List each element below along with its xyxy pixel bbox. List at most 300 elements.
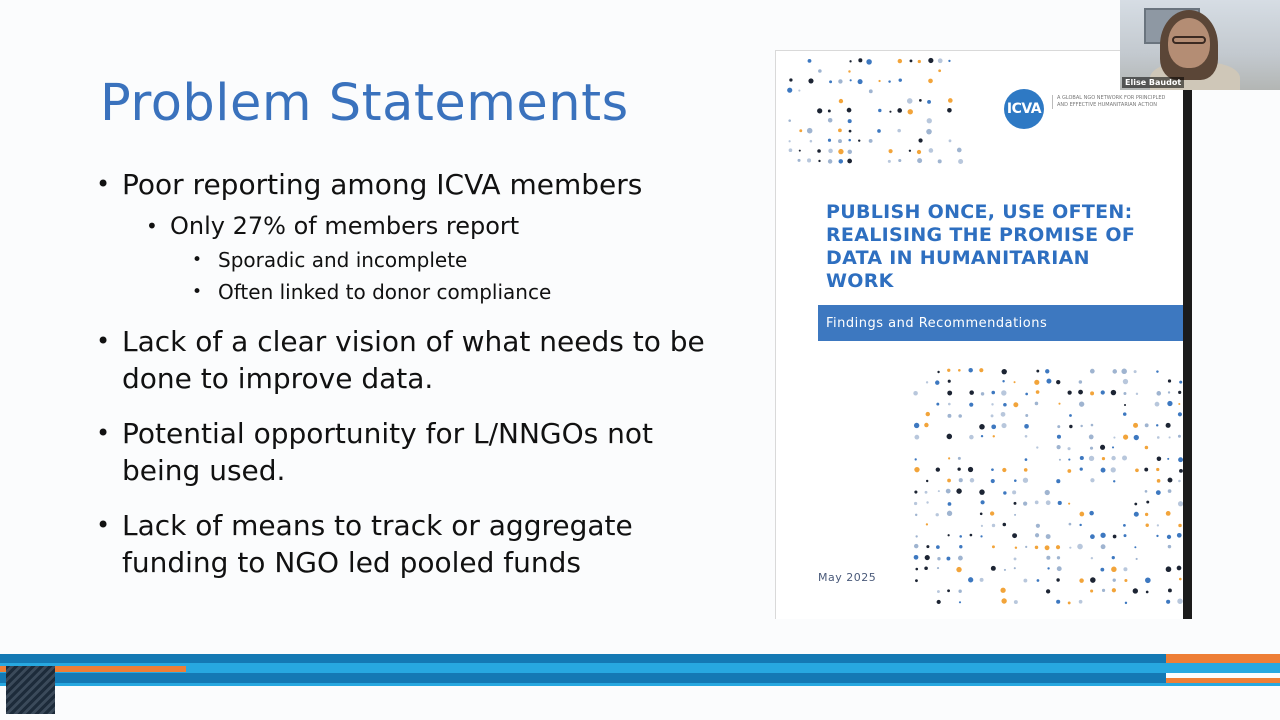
cover-dot: [1090, 478, 1094, 482]
cover-dot: [1157, 524, 1159, 526]
cover-dot: [1145, 490, 1148, 493]
report-title: PUBLISH ONCE, USE OFTEN: REALISING THE PROMISE OF DATA IN HUMANITARIAN WORK: [826, 201, 1136, 292]
cover-dot: [1077, 544, 1083, 550]
cover-dot: [936, 513, 939, 516]
cover-dot: [948, 403, 951, 406]
cover-dot: [1156, 490, 1161, 495]
cover-dot: [1079, 380, 1082, 383]
cover-dot: [1059, 459, 1061, 461]
cover-dot: [1023, 579, 1027, 583]
cover-dot: [1090, 577, 1096, 583]
cover-dot: [1045, 490, 1050, 495]
cover-dot: [1069, 414, 1072, 417]
cover-dot: [958, 556, 963, 561]
cover-dot: [1047, 567, 1049, 569]
cover-dot: [993, 435, 995, 437]
cover-dot: [1001, 423, 1006, 428]
cover-dot: [1101, 390, 1105, 394]
cover-dot: [1166, 600, 1170, 604]
cover-dot: [918, 138, 922, 142]
cover-dot: [948, 502, 952, 506]
cover-dot: [957, 148, 962, 153]
cover-dot: [807, 158, 811, 162]
cover-dot: [969, 435, 974, 440]
cover-dot: [1112, 369, 1117, 374]
cover-dot: [829, 80, 832, 83]
cover-dot: [937, 590, 940, 593]
footer-bar-cyan-bottom: [0, 683, 1280, 686]
cover-dot: [1168, 589, 1172, 593]
cover-dot: [848, 119, 852, 123]
cover-dot: [937, 371, 939, 373]
cover-dot: [1056, 380, 1060, 384]
cover-dot: [1155, 402, 1160, 407]
cover-dot: [957, 467, 960, 470]
cover-dot: [1178, 480, 1181, 483]
cover-dot: [959, 601, 961, 603]
cover-dot: [1046, 379, 1051, 384]
cover-dot: [818, 69, 822, 73]
cover-dot: [1124, 534, 1127, 537]
cover-dot: [1014, 514, 1016, 516]
cover-dot: [1156, 424, 1158, 426]
cover-dot: [1046, 589, 1050, 593]
cover-dot: [869, 139, 873, 143]
cover-dot: [808, 59, 812, 63]
cover-dot: [947, 108, 952, 113]
cover-dot: [897, 108, 902, 113]
cover-dot: [1069, 425, 1072, 428]
report-subtitle-band: Findings and Recommendations: [818, 305, 1192, 341]
cover-dot: [1056, 578, 1059, 581]
cover-dot: [789, 140, 791, 142]
cover-dot: [947, 391, 952, 396]
cover-dot: [828, 149, 833, 154]
cover-dot: [1056, 479, 1060, 483]
cover-dot: [1146, 524, 1149, 527]
cover-dot: [958, 369, 961, 372]
cover-dot: [947, 511, 952, 516]
cover-dot: [1111, 456, 1115, 460]
cover-dot: [1036, 524, 1040, 528]
cover-dot: [914, 467, 919, 472]
cover-dot: [981, 435, 983, 437]
cover-dot: [991, 414, 994, 417]
cover-dot: [958, 457, 961, 460]
cover-dot: [1134, 435, 1139, 440]
cover-dot: [1124, 579, 1127, 582]
cover-dot: [888, 160, 891, 163]
cover-dot: [1058, 501, 1062, 505]
bullet-clear-vision: • Lack of a clear vision of what needs to be done to improve data.: [96, 323, 736, 397]
cover-dot: [1112, 556, 1115, 559]
cover-dot: [1167, 401, 1172, 406]
cover-dot: [838, 149, 843, 154]
cover-dot: [1090, 589, 1093, 592]
cover-dot: [1100, 533, 1105, 538]
sub-bullet-members-report: • Only 27% of members report: [146, 211, 736, 241]
cover-dot: [1036, 446, 1038, 448]
cover-dot: [928, 79, 933, 84]
cover-dot: [1057, 566, 1062, 571]
cover-dot: [878, 109, 881, 112]
cover-dot: [948, 98, 953, 103]
cover-dot: [1136, 558, 1138, 560]
cover-dot: [1012, 533, 1017, 538]
cover-dot: [1002, 468, 1006, 472]
cover-dot: [992, 545, 995, 548]
cover-dot: [1134, 546, 1136, 548]
cover-dot: [947, 434, 953, 440]
cover-dot: [970, 478, 975, 483]
cover-dot: [914, 555, 919, 560]
cover-dot: [991, 391, 995, 395]
cover-dot: [991, 479, 995, 483]
cover-dot: [1069, 523, 1072, 526]
cover-dot: [959, 535, 962, 538]
cover-dot: [1068, 503, 1070, 505]
cover-dot: [925, 491, 928, 494]
cover-dot: [1003, 523, 1007, 527]
cover-dot: [1123, 434, 1128, 439]
cover-dot: [1090, 391, 1094, 395]
cover-dot: [968, 368, 972, 372]
cover-dot: [958, 159, 963, 164]
cover-dot: [968, 577, 973, 582]
cover-dot: [1089, 456, 1094, 461]
cover-dot: [1067, 469, 1071, 473]
cover-dot: [1178, 403, 1180, 405]
cover-dot: [1080, 456, 1084, 460]
cover-dot: [936, 545, 940, 549]
cover-dot: [1057, 435, 1061, 439]
cover-dot: [938, 69, 941, 72]
cover-dot: [915, 535, 917, 537]
cover-dot: [1014, 502, 1017, 505]
cover-dot: [1125, 602, 1127, 604]
cover-dot: [908, 109, 913, 114]
cover-dot: [848, 139, 851, 142]
cover-dot: [1167, 458, 1169, 460]
cover-dot: [838, 139, 842, 143]
cover-dot: [897, 129, 901, 133]
cover-dot: [1111, 567, 1116, 572]
cover-dot: [1056, 545, 1060, 549]
cover-dot: [1069, 547, 1071, 549]
cover-dot: [907, 98, 913, 104]
cover-dot: [1178, 435, 1181, 438]
cover-dot: [1000, 588, 1005, 593]
report-cover-image: [775, 50, 1192, 619]
cover-dot: [858, 58, 862, 62]
cover-dot: [1068, 390, 1072, 394]
cover-dot: [1156, 468, 1159, 471]
cover-dot: [799, 129, 802, 132]
cover-dot: [981, 525, 983, 527]
cover-dot: [958, 414, 962, 418]
cover-dot: [980, 535, 982, 537]
cover-dot: [1056, 600, 1060, 604]
cover-dot: [914, 502, 917, 505]
cover-dot: [991, 403, 993, 405]
cover-dot: [1090, 447, 1093, 450]
cover-dot: [1080, 425, 1082, 427]
cover-dot: [1090, 369, 1095, 374]
cover-dot: [1091, 424, 1094, 427]
cover-dot: [1168, 391, 1170, 393]
cover-dot: [817, 149, 821, 153]
cover-dot: [946, 557, 950, 561]
cover-dot: [910, 59, 913, 62]
cover-dot: [1035, 402, 1039, 406]
footer-bar-orange-right: [1166, 654, 1280, 663]
cover-dot: [828, 139, 831, 142]
cover-dot: [889, 149, 893, 153]
cover-dot: [899, 78, 902, 81]
cover-dot: [948, 457, 950, 459]
cover-dot: [847, 108, 852, 113]
cover-dot: [959, 478, 963, 482]
cover-dot: [935, 380, 939, 384]
bullet-poor-reporting: • Poor reporting among ICVA members: [96, 166, 736, 203]
cover-dot: [1123, 392, 1126, 395]
cover-dot: [1003, 403, 1007, 407]
cover-dot: [992, 524, 995, 527]
cover-dot: [1166, 511, 1171, 516]
sub-sub-bullet-donor-compliance: • Often linked to donor compliance: [192, 279, 736, 305]
cover-dot: [1113, 437, 1115, 439]
cover-dot: [1012, 490, 1016, 494]
cover-dot: [990, 511, 994, 515]
icva-logo-tagline: A GLOBAL NGO NETWORK FOR PRINCIPLED AND EFFECTIVE HUMANITARIAN ACTION: [1052, 95, 1167, 109]
cover-dot: [1025, 414, 1028, 417]
cover-dot: [914, 544, 918, 548]
cover-dot: [980, 513, 983, 516]
cover-dot: [936, 403, 939, 406]
cover-dot: [927, 118, 932, 123]
cover-dot: [929, 148, 934, 153]
cover-dot: [1035, 546, 1038, 549]
cover-dot: [1112, 446, 1114, 448]
cover-dot: [818, 160, 820, 162]
cover-dot: [1113, 578, 1116, 581]
cover-dot: [956, 567, 961, 572]
cover-dot: [913, 391, 918, 396]
cover-dot: [981, 392, 984, 395]
cover-dot: [1067, 447, 1070, 450]
cover-dot: [1089, 435, 1094, 440]
cover-dot: [1146, 591, 1149, 594]
cover-dot: [1100, 568, 1104, 572]
cover-dot: [1079, 578, 1083, 582]
cover-dot: [877, 129, 881, 133]
cover-dot: [1015, 546, 1017, 548]
cover-dot: [1112, 588, 1116, 592]
cover-dot: [1023, 478, 1028, 483]
report-date: May 2025: [818, 571, 877, 584]
cover-dot: [788, 119, 791, 122]
cover-dot: [1123, 524, 1126, 527]
cover-dot: [1169, 436, 1171, 438]
footer-bar-blue-top: [0, 654, 1280, 663]
cover-dot: [858, 79, 863, 84]
cover-dot: [1079, 401, 1084, 406]
cover-dot: [1178, 391, 1181, 394]
bullet-track-funding: • Lack of means to track or aggregate funding to NGO led pooled funds: [96, 507, 736, 581]
cover-dot: [1167, 535, 1171, 539]
cover-dot: [1122, 456, 1127, 461]
cover-dot: [1145, 423, 1149, 427]
cover-dot: [991, 566, 996, 571]
cover-dot: [1144, 468, 1148, 472]
cover-dot: [1014, 600, 1018, 604]
cover-dot: [969, 390, 974, 395]
cover-dot: [1123, 379, 1128, 384]
cover-dot: [1034, 380, 1039, 385]
sub-sub-bullet-sporadic: • Sporadic and incomplete: [192, 247, 736, 273]
cover-dot: [1068, 601, 1071, 604]
cover-dot: [866, 59, 871, 64]
cover-dot: [1057, 556, 1060, 559]
cover-dot: [1111, 467, 1116, 472]
cover-dot: [1025, 393, 1028, 396]
cover-dot: [937, 567, 939, 569]
cover-dot: [1068, 458, 1070, 460]
cover-dot: [807, 128, 813, 134]
cover-dot: [924, 423, 928, 427]
cover-dot: [909, 150, 911, 152]
cover-dot: [1003, 491, 1006, 494]
cover-dot: [926, 381, 928, 383]
cover-dot: [937, 557, 940, 560]
cover-dot: [789, 78, 792, 81]
cover-dot: [828, 159, 832, 163]
cover-dot: [1091, 557, 1093, 559]
cover-dot: [858, 139, 860, 141]
cover-dot: [817, 108, 822, 113]
cover-dot: [1057, 425, 1060, 428]
cover-dot: [925, 555, 930, 560]
cover-dot: [970, 534, 973, 537]
cover-dot: [1100, 445, 1105, 450]
cover-dot: [928, 58, 933, 63]
cover-dot: [849, 60, 851, 62]
cover-dot: [917, 158, 922, 163]
slide-footer-bars: [0, 652, 1280, 720]
cover-dot: [898, 59, 902, 63]
cover-dot: [915, 514, 917, 516]
cover-dot: [1168, 489, 1172, 493]
cover-dot: [1079, 524, 1081, 526]
cover-dot: [1079, 600, 1083, 604]
cover-dot: [1101, 468, 1106, 473]
cover-dot: [1002, 380, 1004, 382]
bullet-list: [96, 166, 736, 581]
cover-dot: [1057, 445, 1061, 449]
cover-dot: [1014, 567, 1016, 569]
cover-dot: [847, 159, 852, 164]
cover-dot: [946, 489, 951, 494]
cover-dot: [1025, 458, 1028, 461]
cover-dot: [979, 424, 985, 430]
cover-dot: [1078, 390, 1083, 395]
cover-dot: [948, 534, 950, 536]
cover-dot: [1134, 512, 1139, 517]
cover-dot: [810, 140, 813, 143]
cover-dot: [918, 60, 921, 63]
cover-dot: [1045, 369, 1049, 373]
cover-dot: [1157, 456, 1162, 461]
cover-dot: [828, 110, 831, 113]
cover-dot: [980, 500, 984, 504]
cover-dot: [915, 568, 918, 571]
cover-dot: [1111, 390, 1116, 395]
cover-dot: [1145, 513, 1148, 516]
cover-dot: [1133, 423, 1138, 428]
cover-dot: [1124, 404, 1126, 406]
cover-dot: [915, 458, 917, 460]
cover-dot: [938, 159, 942, 163]
cover-dot: [979, 368, 983, 372]
cover-dot: [924, 566, 928, 570]
cover-dot: [1025, 435, 1028, 438]
cover-dot: [850, 79, 852, 81]
cover-dot: [926, 545, 929, 548]
cover-dot: [927, 100, 931, 104]
cover-dot: [956, 488, 961, 493]
cover-dot: [888, 80, 890, 82]
cover-dot: [1014, 381, 1016, 383]
cover-dot: [1168, 478, 1173, 483]
footer-bar-blue-bottom: [0, 673, 1166, 683]
participant-glasses: [1172, 36, 1206, 44]
cover-dot: [898, 159, 901, 162]
cover-dot: [968, 467, 973, 472]
cover-dot: [947, 369, 950, 372]
cover-dot: [991, 424, 996, 429]
cover-dot: [1134, 503, 1137, 506]
cover-dot: [848, 150, 852, 154]
cover-dot: [979, 489, 984, 494]
cover-dot: [1113, 535, 1117, 539]
cover-dot: [1004, 569, 1006, 571]
cover-dot: [991, 468, 994, 471]
cover-dot: [1145, 577, 1151, 583]
cover-dot: [1121, 369, 1127, 375]
footer-bar-cyan: [0, 663, 1280, 673]
cover-dot: [1001, 369, 1006, 374]
cover-dot: [937, 600, 941, 604]
cover-dot: [798, 159, 801, 162]
cover-dot: [926, 480, 928, 482]
cover-dot: [1157, 479, 1161, 483]
participant-name-label: Elise Baudot: [1122, 77, 1184, 88]
cover-dot: [1145, 446, 1149, 450]
cover-dot: [938, 490, 940, 492]
cover-dot: [1046, 500, 1051, 505]
cover-dot: [1036, 390, 1040, 394]
participant-video-thumbnail[interactable]: [1120, 0, 1280, 90]
cover-dot: [1134, 370, 1137, 373]
cover-dot: [1168, 545, 1171, 548]
cover-dot: [808, 78, 813, 83]
cover-dot: [914, 435, 919, 440]
cover-dot: [1001, 598, 1006, 603]
cover-dot: [1146, 501, 1149, 504]
cover-dot: [1079, 512, 1084, 517]
cover-dot: [889, 111, 891, 113]
cover-dot: [948, 380, 951, 383]
